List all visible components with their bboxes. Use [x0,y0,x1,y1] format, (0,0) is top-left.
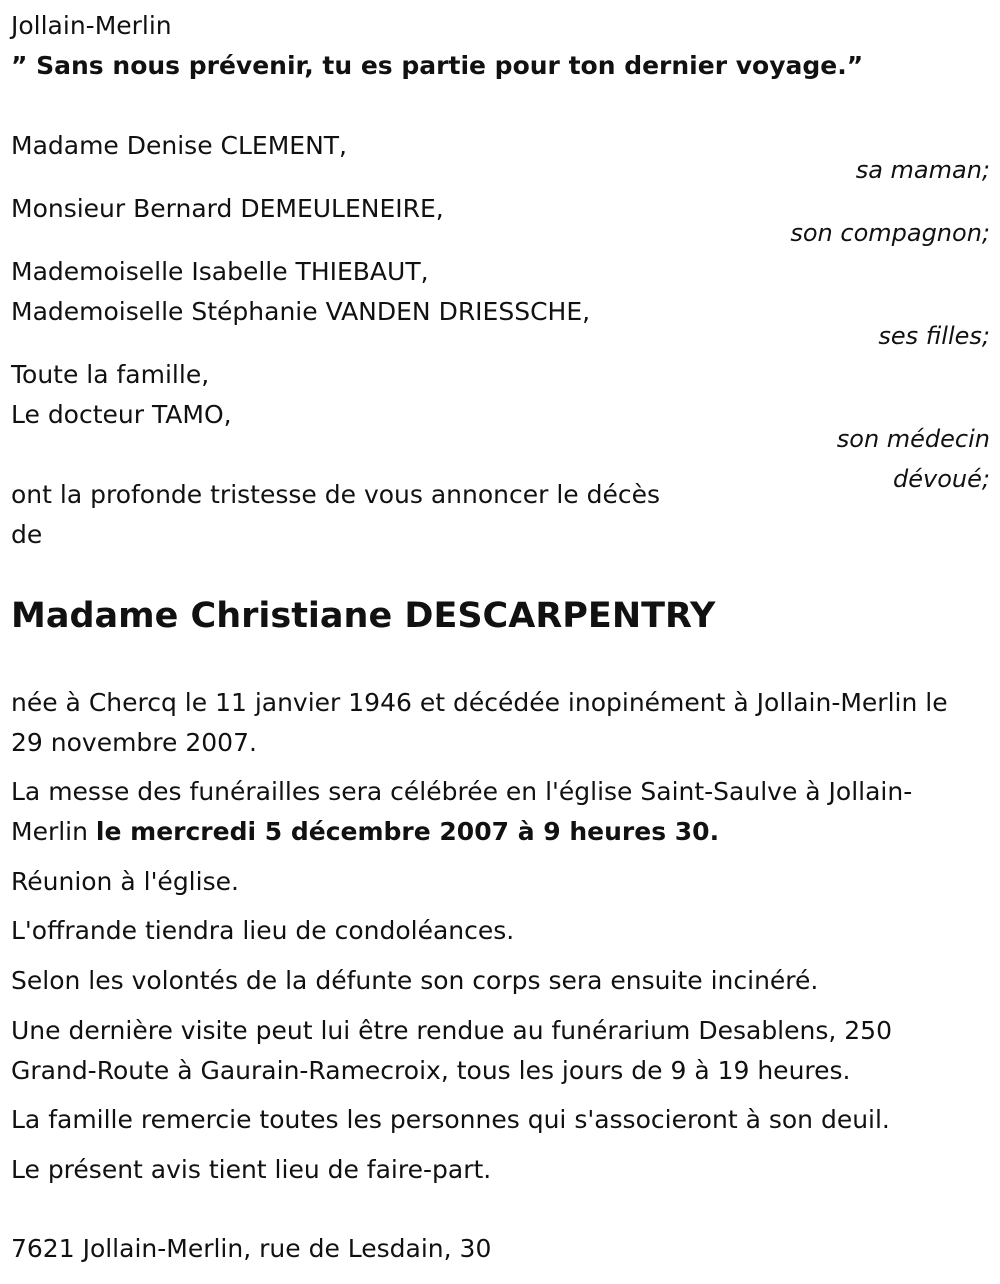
family-relation: ses filles; [878,322,990,350]
address: 7621 Jollain-Merlin, rue de Lesdain, 30 [11,1234,492,1263]
notice-paragraph: Le présent avis tient lieu de faire-part. [11,1155,492,1184]
family-member-name: Monsieur Bernard DEMEULENEIRE, [11,194,444,223]
mass-date: le mercredi 5 décembre 2007 à 9 heures 30. [95,817,720,846]
mass-text: La messe des funérailles sera célébrée en l'église Saint-Saulve à Jollain-Merlin [11,777,913,846]
family-relation: son médecin [836,425,990,453]
offering-paragraph: L'offrande tiendra lieu de condoléances. [11,916,515,945]
family-member-name: Mademoiselle Isabelle THIEBAUT, [11,257,429,286]
family-relation: son compagnon; [790,219,990,247]
mass-paragraph [11,772,976,852]
family-relation: sa maman; [855,156,990,184]
announcement-line: de [11,520,43,549]
thanks-paragraph: La famille remercie toutes les personnes qui s'associeront à son deuil. [11,1105,890,1134]
family-member-name: Madame Denise CLEMENT, [11,131,347,160]
town-header: Jollain-Merlin [11,11,172,40]
birth-death-paragraph: née à Chercq le 11 janvier 1946 et décédée inopinément à Jollain-Merlin le 29 novembre 2007. [11,688,948,757]
announcement-line: ont la profonde tristesse de vous annoncer le décès [11,480,661,509]
family-member-name: Le docteur TAMO, [11,400,232,429]
family-relation: dévoué; [893,465,990,493]
deceased-name: Madame Christiane DESCARPENTRY [11,596,716,636]
family-member-name: Toute la famille, [11,360,210,389]
cremation-paragraph: Selon les volontés de la défunte son corps sera ensuite incinéré. [11,966,819,995]
family-member-name: Mademoiselle Stéphanie VANDEN DRIESSCHE, [11,297,591,326]
meeting-paragraph: Réunion à l'église. [11,867,239,896]
memorial-quote: ” Sans nous prévenir, tu es partie pour ton dernier voyage.” [11,51,864,80]
visit-paragraph: Une dernière visite peut lui être rendue au funérarium Desablens, 250 Grand-Route à Gaurain-Ramecroix, tous les jours de 9 à 19 heures. [11,1016,892,1085]
